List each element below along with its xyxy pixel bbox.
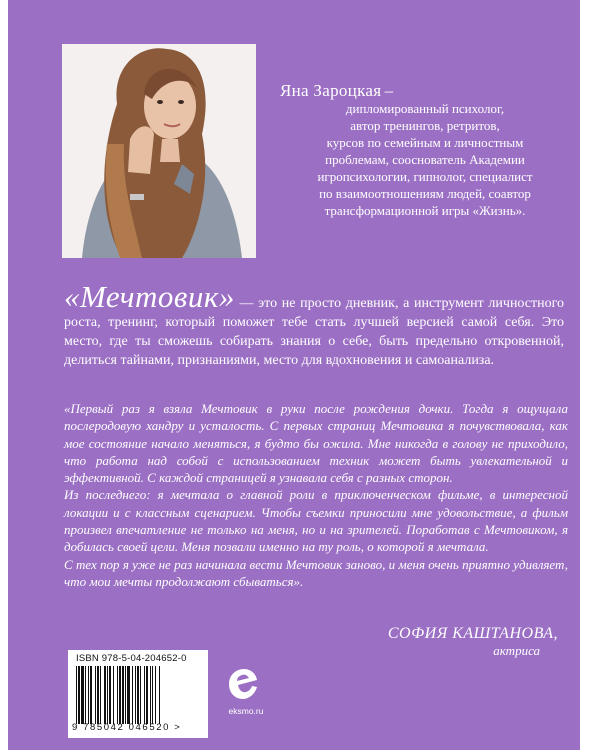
barcode-bar [155, 666, 156, 724]
author-dash: – [384, 81, 394, 100]
author-bio-line: проблемам, сооснователь Академии [325, 152, 525, 167]
author-photo [62, 44, 256, 258]
book-title: «Мечтовик» [64, 279, 235, 314]
barcode-bar [95, 666, 96, 724]
barcode-bar [137, 666, 139, 724]
barcode-bar [117, 666, 118, 724]
author-bio [280, 82, 570, 219]
barcode-bar [140, 666, 141, 724]
barcode-bar [132, 666, 133, 724]
barcode-bar [127, 666, 130, 724]
barcode-bar [90, 666, 92, 724]
isbn-barcode [68, 650, 208, 738]
barcode-bar [122, 666, 124, 724]
publisher-site: eksmo.ru [228, 706, 264, 716]
barcode-bar [152, 666, 153, 724]
author-bio-line: автор тренингов, ретритов, [350, 118, 500, 133]
book-back-cover [8, 0, 580, 750]
barcode-bar [85, 666, 86, 724]
testimonial-quote [64, 400, 568, 590]
signature-role: актриса [493, 643, 540, 658]
author-bio-line: по взаимоотношениям людей, соавтор [319, 186, 531, 201]
barcode-bar [113, 666, 114, 724]
isbn-label: ISBN 978-5-04-204652-0 [76, 653, 187, 664]
author-name: Яна Зароцкая [280, 81, 382, 100]
author-bio-line: трансформационной игры «Жизнь». [324, 203, 526, 218]
barcode-bar [109, 666, 111, 724]
barcode-bar [119, 666, 121, 724]
quote-paragraph: Из последнего: я мечтала о главной роли в приключенческом фильме, в интересной локации и с классным сценарием. Чтобы съемки приносили мне удовольствие, а фильм произвел впечатление не только на меня, но и на зрителей. Поработав с Мечтовиком, я добилась своей цели. Меня позвали именно на ту роль, о которой я мечтала. [64, 487, 568, 555]
author-bio-line: игропсихологии, гипнолог, специалист [317, 169, 533, 184]
quote-paragraph: «Первый раз я взяла Мечтовик в руки после рождения дочки. Тогда я ощущала послеродовую хандру и усталость. С первых страниц Мечтовика я почувствовала, как мое состояние начало меняться, я будто бы ожила. Мне никогда в голову не приходило, что работа над собой с использованием техник может быть увлекательной и эффективной. С каждой страницей я узнавала себя с разных сторон. [64, 401, 568, 486]
barcode-bar [144, 666, 145, 724]
book-description-text: — это не просто дневник, а инструмент личностного роста, тренинг, который поможет тебе стать лучшей версией самой себя. Это место, где ты сможешь собирать знания о себе, быть предельно откровенной, делиться тайнами, признаниями, место для вдохновения и самоанализа. [64, 296, 564, 368]
barcode-bar [78, 666, 80, 724]
author-bio-line: дипломированный психолог, [345, 101, 505, 116]
book-description [64, 279, 564, 370]
barcode-bar [97, 666, 99, 724]
barcode-bars [74, 666, 202, 724]
barcode-bar [146, 666, 148, 724]
barcode-bar [81, 666, 84, 724]
barcode-digits: 9 785042 046520 > [72, 722, 182, 733]
barcode-bar [135, 666, 136, 724]
barcode-bar [76, 666, 77, 724]
barcode-bar [88, 666, 89, 724]
signature-name: СОФИЯ КАШТАНОВА, [387, 625, 558, 642]
barcode-bar [100, 666, 101, 724]
quote-paragraph: С тех пор я уже не раз начинала вести Мечтовик заново, и меня очень приятно удивляет, что мои мечты продолжают сбываться». [64, 556, 568, 589]
eksmo-logo-icon [226, 666, 262, 702]
barcode-bar [159, 666, 160, 724]
barcode-bar [125, 666, 126, 724]
testimonial-signature [338, 625, 558, 659]
barcode-bar [104, 666, 106, 724]
barcode-bar [150, 666, 151, 724]
barcode-bar [107, 666, 108, 724]
author-bio-line: курсов по семейным и личностным [326, 135, 524, 150]
